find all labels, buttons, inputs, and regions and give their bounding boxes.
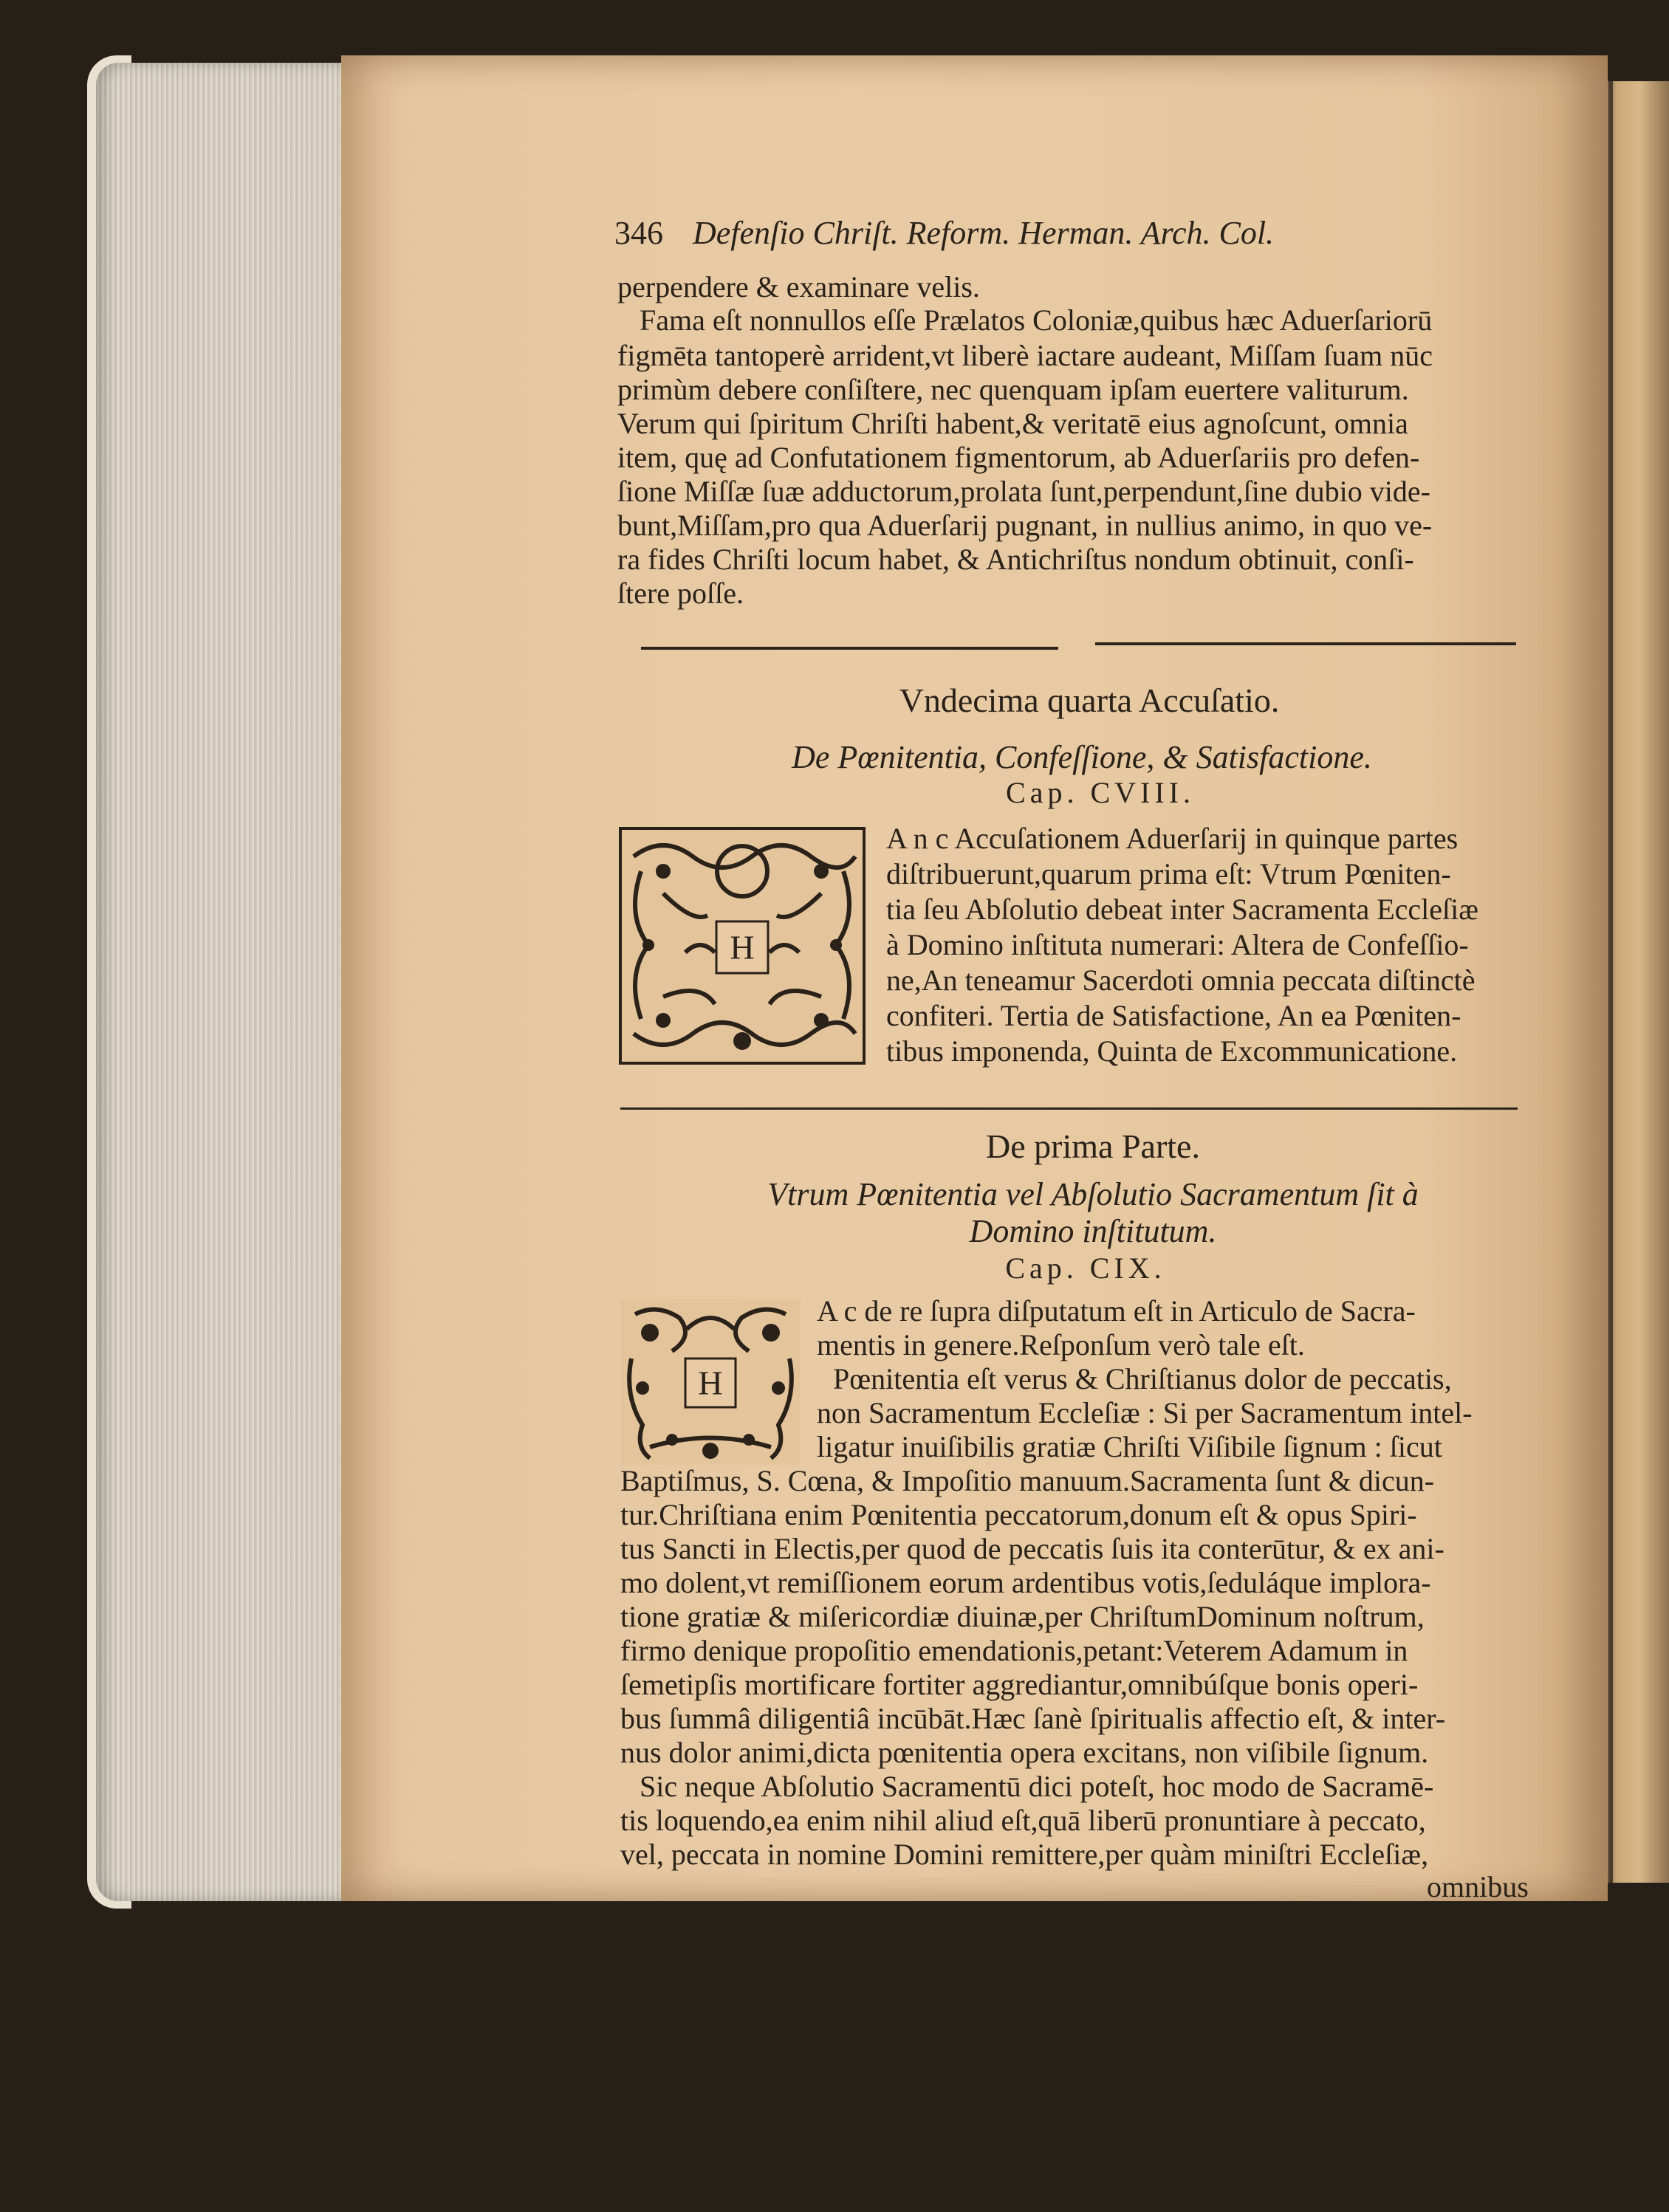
text-line: Pœnitentia eſt verus & Chriſtianus dolor de peccatis, <box>833 1362 1452 1395</box>
text-line: tus Sancti in Electis,per quod de peccatis ſuis ita conterūtur, & ex ani- <box>620 1532 1444 1565</box>
section-subtitle: De Pœnitentia, Confeſſione, & Satisfactione. <box>792 739 1372 775</box>
text-line: Sic neque Abſolutio Sacramentū dici poteſt, hoc modo de Sacramē- <box>640 1770 1434 1803</box>
section-rule <box>641 647 1058 650</box>
section-rule <box>620 1107 1518 1110</box>
text-line: ſtere poſſe. <box>617 577 744 610</box>
text-line: perpendere & examinare velis. <box>617 270 980 303</box>
running-title: Defenſio Chriſt. Reform. Herman. Arch. Col. <box>693 215 1275 251</box>
text-line: mentis in genere.Reſponſum verò tale eſt. <box>817 1328 1305 1361</box>
text-line: ſione Miſſæ ſuæ adductorum,prolata ſunt,perpendunt,ſine dubio vide- <box>617 475 1430 508</box>
text-line: nus dolor animi,dicta pœnitentia opera excitans, non viſibile ſignum. <box>620 1736 1429 1769</box>
text-line: vel, peccata in nomine Domini remittere,per quàm miniſtri Eccleſiæ, <box>620 1838 1429 1871</box>
text-line: Baptiſmus, S. Cœna, & Impoſitio manuum.Sacramenta ſunt & dicun- <box>620 1464 1435 1497</box>
text-line: tis loquendo,ea enim nihil aliud eſt,quā liberū pronuntiare à peccato, <box>620 1804 1426 1837</box>
text-line: Fama eſt nonnullos eſſe Prælatos Coloniæ,quibus hæc Aduerſariorū <box>640 303 1433 337</box>
section-title: De prima Parte. <box>986 1127 1200 1165</box>
text-line: primùm debere conſiſtere, nec quenquam ipſam euertere valiturum. <box>617 373 1409 406</box>
page-number: 346 <box>614 215 663 251</box>
text-line: confiteri. Tertia de Satisfactione, An ea Pœniten- <box>886 999 1461 1032</box>
text-line: A c de re ſupra diſputatum eſt in Articulo de Sacra- <box>817 1294 1416 1327</box>
text-line: ne,An teneamur Sacerdoti omnia peccata diſtinctè <box>886 964 1476 997</box>
text-line: non Sacramentum Eccleſiæ : Si per Sacramentum intel- <box>817 1396 1473 1429</box>
text-line: à Domino inſtituta numerari: Altera de Confeſſio- <box>886 928 1469 961</box>
text-line: mo dolent,vt remiſſionem eorum ardentibus votis,ſeduláque implora- <box>620 1566 1431 1599</box>
text-line: item, quę ad Confutationem figmentorum, ab Aduerſariis pro defen- <box>617 441 1420 474</box>
text-line: tibus imponenda, Quinta de Excommunicatione. <box>886 1034 1458 1068</box>
text-line: ligatur inuiſibilis gratiæ Chriſti Viſibile ſignum : ſicut <box>817 1430 1442 1463</box>
text-line: tur.Chriſtiana enim Pœnitentia peccatorum,donum eſt & opus Spiri- <box>620 1498 1417 1531</box>
decorated-initial <box>619 827 866 1065</box>
section-subtitle: Domino inſtitutum. <box>969 1213 1217 1249</box>
running-head <box>614 214 1412 255</box>
section-subtitle: Vtrum Pœnitentia vel Abſolutio Sacramentum ſit à <box>767 1176 1419 1212</box>
text-line: ſemetipſis mortificare fortiter aggrediantur,omnibúſque bonis operi- <box>620 1668 1419 1701</box>
section-rule <box>1095 642 1516 645</box>
catchword: omnibus <box>1427 1870 1529 1903</box>
text-line: firmo denique propoſitio emendationis,petant:Veterem Adamum in <box>620 1634 1408 1667</box>
initial-letter: H <box>698 1364 723 1402</box>
page-block-edge <box>96 63 347 1901</box>
chapter-number: Cap. CVIII. <box>1006 776 1195 809</box>
decorated-initial <box>620 1299 801 1465</box>
text-line: ra fides Chriſti locum habet, & Antichriſtus nondum obtinuit, conſi- <box>617 543 1414 576</box>
chapter-number: Cap. CIX. <box>1005 1251 1166 1285</box>
text-line: tione gratiæ & miſericordiæ diuinæ,per ChriſtumDominum noſtrum, <box>620 1600 1425 1633</box>
text-line: bus ſummâ diligentiâ incūbāt.Hæc ſanè ſpiritualis affectio eſt, & inter- <box>620 1702 1446 1735</box>
initial-letter: H <box>730 928 755 966</box>
text-line: tia ſeu Abſolutio debeat inter Sacramenta Eccleſiæ <box>886 893 1478 926</box>
text-line: A n c Accuſationem Aduerſarij in quinque partes <box>886 822 1459 855</box>
text-line: figmēta tantoperè arrident,vt liberè iactare audeant, Miſſam ſuam nūc <box>617 339 1433 372</box>
text-line: diſtribuerunt,quarum prima eſt: Vtrum Pœniten- <box>886 857 1451 890</box>
text-line: Verum qui ſpiritum Chriſti habent,& veritatē eius agnoſcunt, omnia <box>617 407 1408 440</box>
section-title: Vndecima quarta Accuſatio. <box>899 681 1280 719</box>
text-line: bunt,Miſſam,pro qua Aduerſarij pugnant, in nullius animo, in quo ve- <box>617 509 1433 542</box>
